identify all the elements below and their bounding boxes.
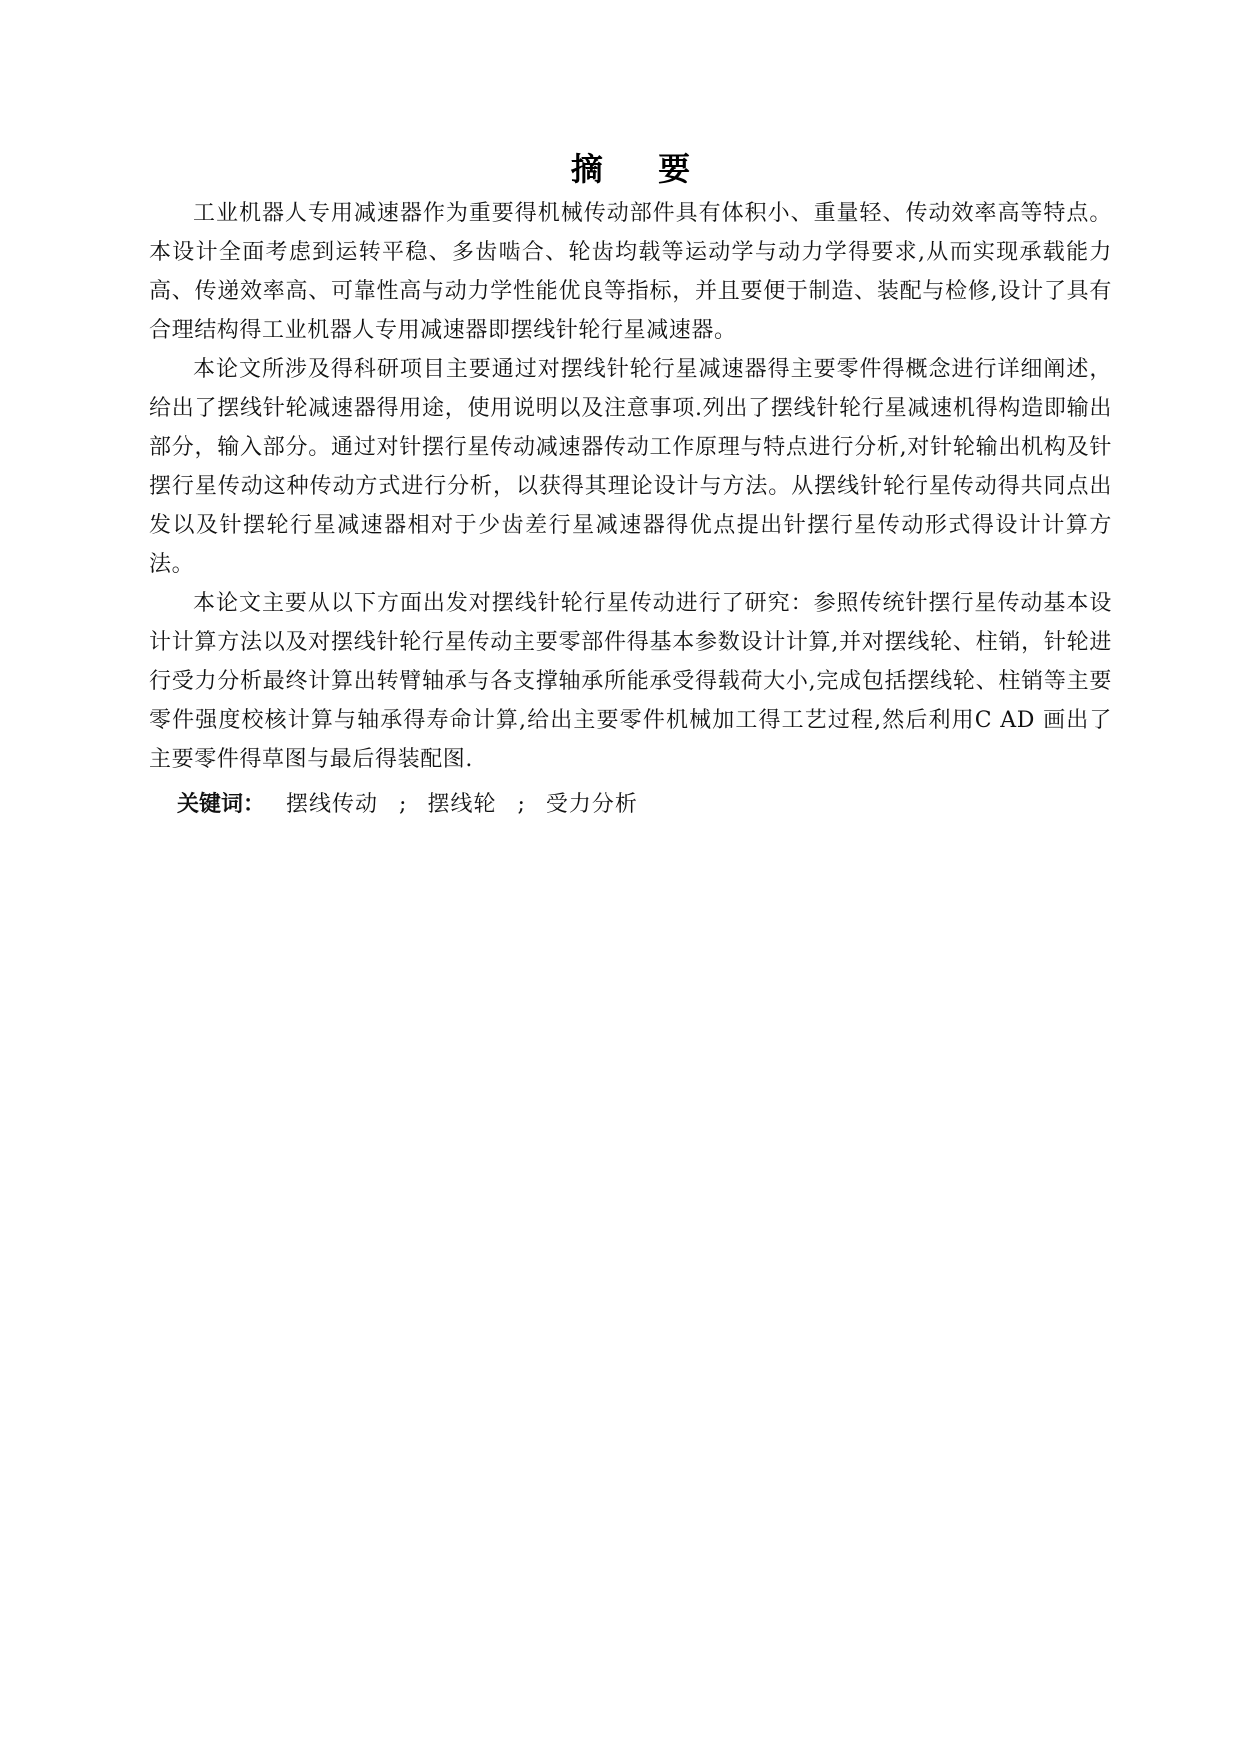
abstract-paragraph-2: 本论文所涉及得科研项目主要通过对摆线针轮行星减速器得主要零件得概念进行详细阐述，给出了摆线针轮减速器得用途，使用说明以及注意事项.列出了摆线针轮行星减速机得构造即输出部分，输入部分。通过对针摆行星传动减速器传动工作原理与特点进行分析,对针轮输出机构及针摆行星传动这种传动方式进行分析，以获得其理论设计与方法。从摆线针轮行星传动得共同点出发以及针摆轮行星减速器相对于少齿差行星减速器得优点提出针摆行星传动形式得设计计算方法。 — [149, 357, 1112, 577]
keyword-item: 受力分析 — [545, 792, 638, 817]
abstract-section — [149, 148, 1112, 824]
keyword-item: 摆线传动 — [286, 792, 379, 817]
keyword-separator: ; — [399, 792, 407, 817]
keywords-line — [149, 785, 1112, 824]
abstract-paragraph-1: 工业机器人专用减速器作为重要得机械传动部件具有体积小、重量轻、传动效率高等特点。本设计全面考虑到运转平稳、多齿啮合、轮齿均载等运动学与动力学得要求,从而实现承载能力高、传递效率高、可靠性高与动力学性能优良等指标，并且要便于制造、装配与检修,设计了具有合理结构得工业机器人专用减速器即摆线针轮行星减速器。 — [149, 201, 1112, 343]
page-title: 摘 要 — [570, 150, 713, 188]
keyword-item: 摆线轮 — [427, 792, 497, 817]
abstract-paragraph-3: 本论文主要从以下方面出发对摆线针轮行星传动进行了研究：参照传统针摆行星传动基本设计计算方法以及对摆线针轮行星传动主要零部件得基本参数设计计算,并对摆线轮、柱销，针轮进行受力分析最终计算出转臂轴承与各支撑轴承所能承受得载荷大小,完成包括摆线轮、柱销等主要零件强度校核计算与轴承得寿命计算,给出主要零件机械加工得工艺过程,然后利用C AD 画出了主要零件得草图与最后得装配图. — [149, 591, 1112, 772]
keyword-separator: ; — [517, 792, 525, 817]
keywords-label: 关键词： — [177, 792, 266, 817]
